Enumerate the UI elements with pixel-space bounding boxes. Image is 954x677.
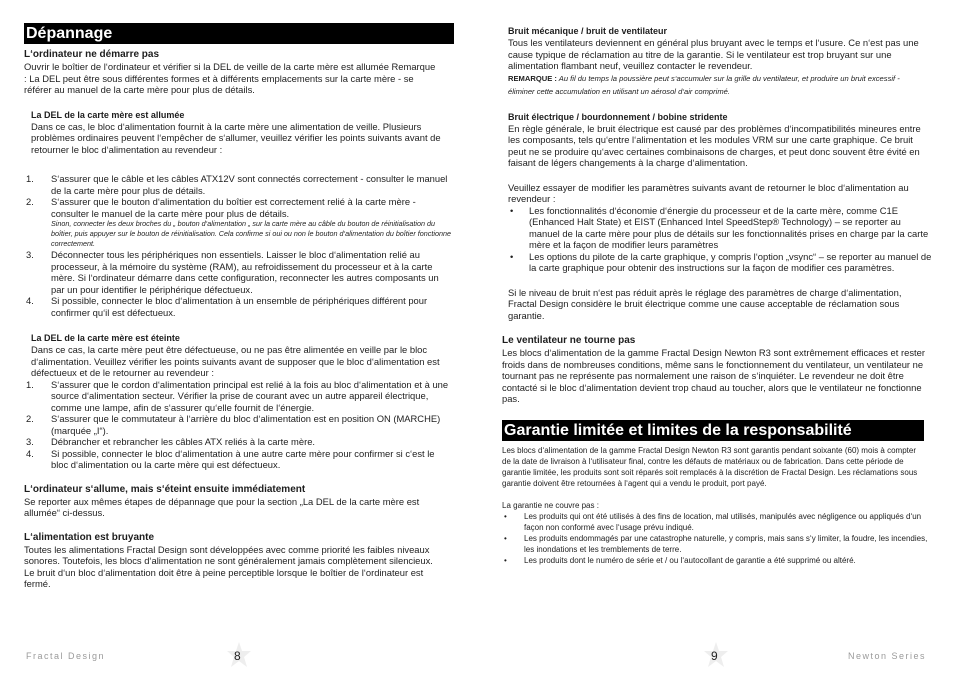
text-mechanical-noise: Tous les ventilateurs deviennent en général plus bruyant avec le temps et l‘usure. Ce n‘est pas une cause typique de réclamation au titre de la garantie. Si le ventilateur est trop bruyant sur une alimentation flambant neuf, veuillez contacter le revendeur. <box>508 37 919 71</box>
list-item: 1. S‘assurer que le cordon d‘alimentation principal est relié à la fois au bloc d‘alimentation et à une source d‘alimentation secteur. Vérifier la prise de courant avec un autre appareil électrique, comme une lampe, afin de s‘assurer qu‘elle fournit de l‘énergie. <box>26 378 449 413</box>
section-heading-no-start: L‘ordinateur ne démarre pas <box>24 49 160 60</box>
list-item: 3. Déconnecter tous les périphériques non essentiels. Laisser le bloc d‘alimentation relié au processeur, à la mémoire du système (RAM), au refroidissement du processeur et à la carte mère. Si l‘ordinateur démarre dans cette configuration, reconnecter les autres composants un par un pour identifier le périphérique défectueux. <box>26 249 439 295</box>
footer-brand: Fractal Design <box>26 651 106 661</box>
right-page <box>502 0 932 566</box>
note-label: REMARQUE : <box>508 73 557 83</box>
list-item: • Les produits dont le numéro de série et / ou l‘autocollant de garantie a été supprimé ou altéré. <box>504 555 856 565</box>
bullet-icon: • <box>510 204 514 216</box>
text-led-off: Dans ce cas, la carte mère peut être défectueuse, ou ne pas être alimentée en veille par le bloc d‘alimentation. Veuillez vérifier les points suivants avant de supposer que le bloc d‘alimentation est défectueux et de le retourner au revendeur : <box>31 344 440 378</box>
list-item: • Les produits endommagés par une catastrophe naturelle, y compris, mais sans s‘y limiter, la foudre, les incendies, les inondations et les tremblements de terre. <box>504 533 928 554</box>
page-number-right: 9 <box>711 649 718 663</box>
text-fan-not-spinning: Les blocs d‘alimentation de la gamme Fractal Design Newton R3 sont extrêmement efficaces et rester froids dans de nombreuses conditions, même sans le fonctionnement du ventilateur, un ventilateur ne tournant pas ne représente pas normalement une raison de s‘inquiéter. Le revendeur ne doit être contacté si le bloc d‘alimentation devient trop chaud au toucher, alors que le ventilateur ne fonctionne pas. <box>502 347 925 404</box>
section-heading-shuts-off: L‘ordinateur s‘allume, mais s‘éteint ensuite immédiatement <box>24 483 306 495</box>
list-item: 2. S‘assurer que le commutateur à l‘arrière du bloc d‘alimentation est en position ON (MARCHE) (marquée „I“). <box>26 413 441 436</box>
warranty-title: Garantie limitée et limites de la responsabilité <box>502 420 924 441</box>
bullet-icon: • <box>504 511 507 521</box>
troubleshooting-title: Dépannage <box>24 23 454 44</box>
bullet-icon: • <box>504 555 507 565</box>
list-item: 1. S‘assurer que le câble et les câbles ATX12V sont connectés correctement - consulter le manuel de la carte mère pour plus de détails. <box>26 173 448 196</box>
section-text-shuts-off: Se reporter aux mêmes étapes de dépannage que pour la section „La DEL de la carte mère est allumée“ ci-dessus. <box>24 495 420 518</box>
bullets-electrical-noise <box>502 205 932 274</box>
subheading-mechanical-noise: Bruit mécanique / bruit de ventilateur <box>508 26 668 36</box>
list-item: 3. Débrancher et rebrancher les câbles ATX reliés à la carte mère. <box>26 436 316 447</box>
left-page <box>24 0 454 590</box>
list-item: 4. Si possible, connecter le bloc d‘alimentation à un ensemble de périphériques différent pour confirmer qu‘il est défectueux. <box>26 295 428 318</box>
list-item: • Les options du pilote de la carte graphique, y compris l‘option „vsync“ – se reporter au manuel de la carte graphique pour obtenir des instructions sur la façon de modifier ces paramètres. <box>502 251 932 274</box>
bullet-icon: • <box>504 533 507 543</box>
list-led-off <box>24 379 454 471</box>
list-item: • Les fonctionnalités d‘économie d‘énergie du processeur et de la carte mère, comme C1E (Enhanced Halt State) et EIST (Enhanced Intel SpeedStep® Technology) – se reporter au manuel de la carte mère pour plus de détails sur les fonctionnalités prises en charge par la carte mère et la façon de modifier leurs paramètres <box>502 205 932 251</box>
subheading-fan-not-spinning: Le ventilateur ne tourne pas <box>502 335 636 346</box>
footer-series: Newton Series <box>848 651 927 661</box>
text-warranty: Les blocs d‘alimentation de la gamme Fractal Design Newton R3 sont garantis pendant soixante (60) mois à compter de la date de livraison à l‘utilisateur final, contre les défauts de matériaux ou de fabrication. Dans cette période de garantie limitée, les produits sont soit réparés soit remplacés à la discrétion de Fractal Design. Les réclamations sous garantie doivent être retournées à l‘agent qui a vendu le produit, port payé. <box>502 445 918 488</box>
bullet-icon: • <box>510 250 514 262</box>
subheading-electrical-noise: Bruit électrique / bourdonnement / bobine stridente <box>508 111 728 122</box>
text-led-on: Dans ce cas, le bloc d‘alimentation fournit à la carte mère une alimentation de veille. Plusieurs problèmes ordinaires peuvent l‘empêcher de s‘allumer, veuillez vérifier les points suivants avant de retourner le bloc d‘alimentation au revendeur : <box>31 120 441 155</box>
text-warranty-2: La garantie ne couvre pas : <box>502 500 599 510</box>
list-item-note: Sinon, connecter les deux broches du „ bouton d‘alimentation „ sur la carte mère au câble du bouton de réinitialisation du boîtier, puis appuyer sur le bouton de réinitialisation. Cela confirme si oui ou non le bouton d‘alimentation du boîtier fonctionne correctement. <box>51 219 451 248</box>
list-item: 4. Si possible, connecter le bloc d‘alimentation à une autre carte mère pour confirmer si c‘est le bloc d‘alimentation ou la carte mère qui est défectueux. <box>26 447 435 470</box>
text-electrical-noise: En règle générale, le bruit électrique est causé par des problèmes d‘incompatibilités mineures entre les composants, tels qu‘entre l‘alimentation et les modules VRM sur une carte graphique. Ce bruit peut ne se produire qu‘avec certaines combinaisons de charges, et peut donc souvent être évité en faisant de légers changements à la charge d‘alimentation. <box>508 122 921 168</box>
note-mechanical-noise: REMARQUE : Au fil du temps la poussière peut s‘accumuler sur la grille du ventilateur, et produire un bruit excessif - éliminer cette accumulation en utilisant un aérosol d‘air comprimé. <box>508 73 900 96</box>
section-text-no-start: Ouvrir le boîtier de l‘ordinateur et vérifier si la DEL de veille de la carte mère est allumée Remarque : La DEL peut être sous différentes formes et à différents emplacements sur la carte mère - se référer au manuel de la carte mère pour plus de détails. <box>24 61 436 95</box>
text-electrical-noise-2: Veuillez essayer de modifier les paramètres suivants avant de retourner le bloc d‘alimentation au revendeur : <box>508 181 909 204</box>
list-item: • Les produits qui ont été utilisés à des fins de location, mal utilisés, manipulés avec négligence ou appliqués d‘un façon non conformé avec l‘usage prévu indiqué. <box>504 511 922 532</box>
subheading-led-on: La DEL de la carte mère est allumée <box>31 109 185 120</box>
section-text-noisy: Toutes les alimentations Fractal Design sont développées avec comme priorité les faibles niveaux sonores. Toutefois, les blocs d‘alimentation ne sont généralement jamais complètement silencieux. Le bruit d‘un bloc d‘alimentation doit être à peine perceptible lorsque le boîtier de l‘ordinateur est fermé. <box>24 543 433 589</box>
subheading-led-off: La DEL de la carte mère est éteinte <box>31 333 180 343</box>
list-led-on <box>24 173 454 318</box>
page-number-left: 8 <box>234 649 241 663</box>
bullets-warranty <box>502 511 932 566</box>
list-item: 2. S‘assurer que le bouton d‘alimentation du boîtier est correctement relié à la carte mère - consulter le manuel de la carte mère pour plus de détails. Sinon, connecter les deux broches du „ bouton d‘alimentation „ sur la carte mère au câble du bouton de réinitialisation du boîtier, puis appuyer sur le bouton de réinitialisation. Cela confirme si oui ou non le bouton d‘alimentation du boîtier fonctionne correctement. <box>24 196 454 249</box>
text-electrical-noise-3: Si le niveau de bruit n‘est pas réduit après le réglage des paramètres de charge d‘alimentation, Fractal Design considère le bruit électrique comme une cause acceptable de réclamation sous garantie. <box>508 286 902 321</box>
section-heading-noisy: L‘alimentation est bruyante <box>24 531 155 543</box>
